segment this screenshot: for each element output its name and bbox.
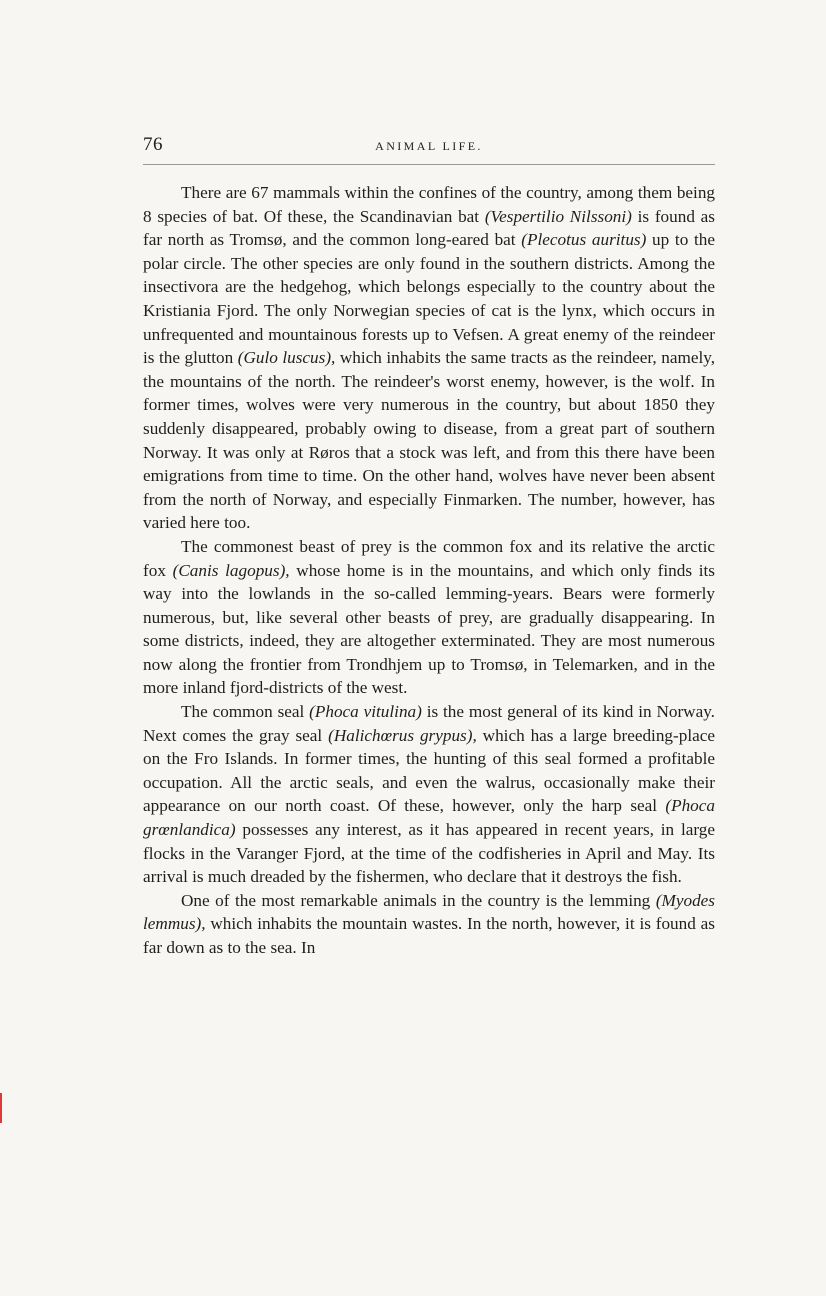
edge-mark [0, 1093, 2, 1123]
page-header [143, 134, 715, 158]
species-name: (Vespertilio Nilssoni) [484, 206, 632, 226]
species-name: (Canis lagopus), [172, 560, 290, 580]
species-name: (Myodes lemmus), [143, 890, 715, 934]
paragraph-lemming: One of the most remarkable animals in the country is the lemming (Myodes lemmus), which inhabits the mountain wastes. In the north, however, it is found as far down as to the sea. In [143, 890, 715, 957]
species-name: (Phoca grœnlandica) [143, 796, 715, 840]
paragraph-foxes-bears: The commonest beast of prey is the common fox and its relative the arctic fox (Canis lagopus), whose home is in the mountains, and which only finds its way into the lowlands in the so-called lemming-years. Bears were formerly numerous, but, like several other beasts of prey, are gradually disappearing. In some districts, indeed, they are altogether exterminated. They are most numerous now along the frontier from Trondhjem up to Tromsø, in Telemarken, and in the more inland fjord-districts of the west. [143, 536, 715, 698]
paragraph-bats-wolves: There are 67 mammals within the confines of the country, among them being 8 species of bat. Of these, the Scandinavian bat (Vespertilio Nilssoni) is found as far north as Tromsø, and the common long-eared bat (Plecotus auritus) up to the polar circle. The other species are only found in the southern districts. Among the insectivora are the hedgehog, which belongs especially to the country about the Kristiania Fjord. The only Norwegian species of cat is the lynx, which occurs in unfrequented and mountainous forests up to Vefsen. A great enemy of the reindeer is the glutton (Gulo luscus), which inhabits the same tracts as the reindeer, namely, the mountains of the north. The reindeer's worst enemy, however, is the wolf. In former times, wolves were very numerous in the country, but about 1850 they suddenly disappeared, probably owing to disease, from a great part of southern Norway. It was only at Røros that a stock was left, and from this there have been emigrations from time to time. On the other hand, wolves have never been absent from the north of Norway, and especially Finmarken. The number, however, has varied here too. [143, 183, 716, 533]
species-name: (Phoca vitulina) [309, 702, 422, 722]
species-name: (Gulo luscus), [237, 348, 336, 368]
species-name: (Halichœrus grypus), [328, 725, 477, 745]
body-text [143, 181, 715, 960]
header-rule [143, 164, 715, 165]
paragraph-seals: The common seal (Phoca vitulina) is the most general of its kind in Norway. Next comes the gray seal (Halichœrus grypus), which has a large breeding-place on the Fro Islands. In former times, the hunting of this seal formed a profitable occupation. All the arctic seals, and even the walrus, occasionally make their appearance on our north coast. Of these, however, only the harp seal (Phoca grœnlandica) possesses any interest, as it has appeared in recent years, in large flocks in the Varanger Fjord, at the time of the codfisheries in April and May. Its arrival is much dreaded by the fishermen, who declare that it destroys the fish. [143, 702, 715, 887]
species-name: (Plecotus auritus) [521, 230, 647, 250]
page-number: 76 [143, 134, 163, 155]
running-title: ANIMAL LIFE. [375, 139, 483, 153]
